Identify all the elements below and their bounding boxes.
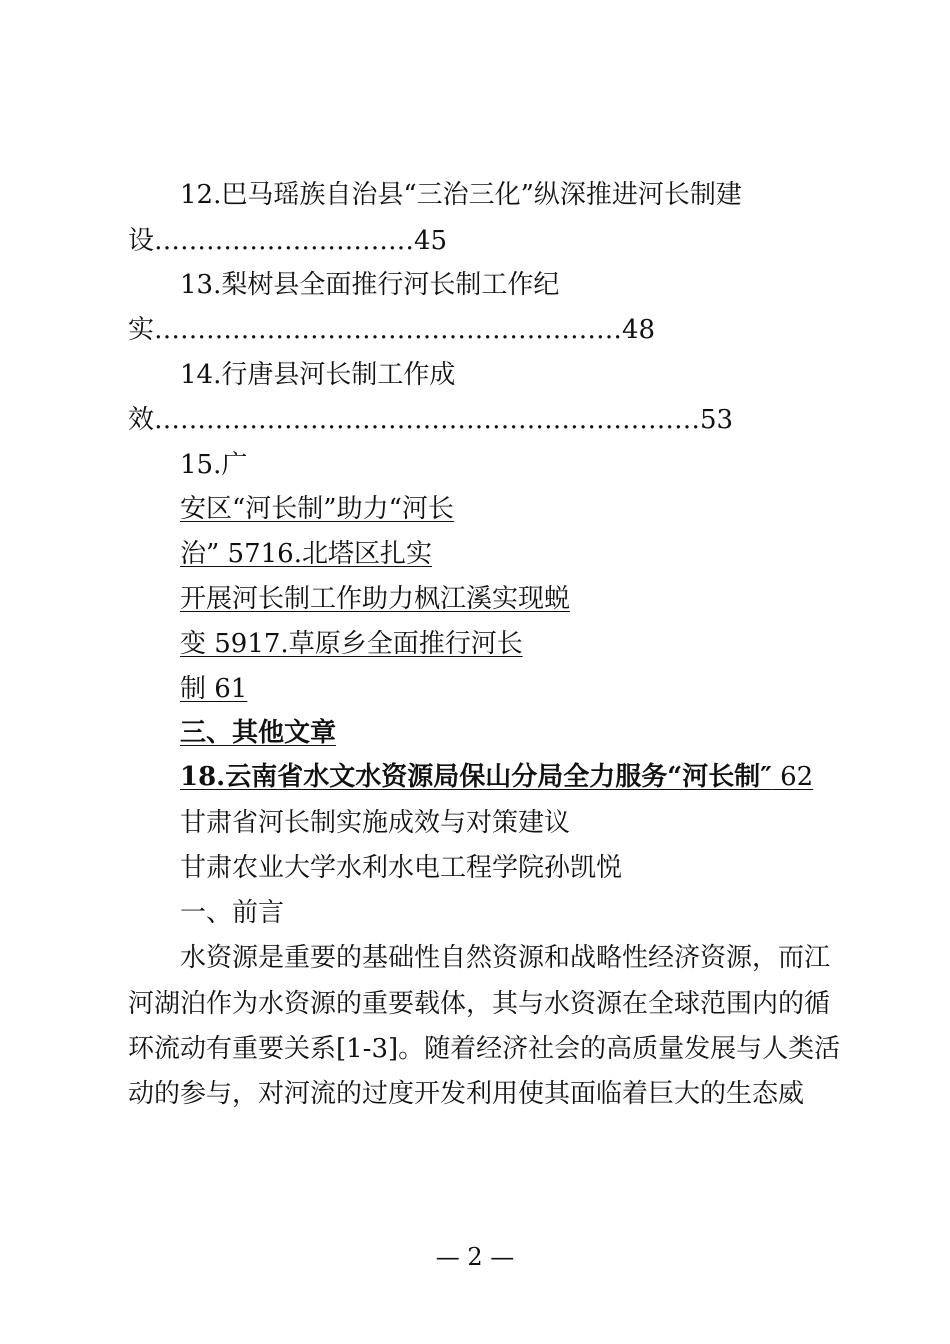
toc-entry-18[interactable] xyxy=(180,760,813,794)
paragraph-line: 河湖泊作为水资源的重要载体，其与水资源在全球范围内的循 xyxy=(128,989,831,1019)
article-heading-1: 一、前言 xyxy=(180,898,285,928)
toc-link-line[interactable]: 制 61 xyxy=(180,674,248,704)
toc-entry-12-line2: 设…………………………45 xyxy=(128,226,448,256)
toc-entry-18-title: 18.云南省水文水资源局保山分局全力服务“河长制″ xyxy=(180,762,772,792)
toc-link-line[interactable]: 15.广 xyxy=(180,450,248,480)
toc-entry-14-line2: 效………………………………………………………53 xyxy=(128,405,734,435)
toc-entry-12-line1: 12.巴马瑶族自治县“三治三化”纵深推进河长制建 xyxy=(180,180,742,210)
paragraph-line: 动的参与，对河流的过度开发利用使其面临着巨大的生态威 xyxy=(128,1079,805,1109)
paragraph-line: 水资源是重要的基础性自然资源和战略性经济资源，而江 xyxy=(180,943,831,973)
toc-entry-13-line2: 实………………………………………………48 xyxy=(128,315,656,345)
article-title: 甘肃省河长制实施成效与对策建议 xyxy=(180,808,571,838)
paragraph-line: 环流动有重要关系[1-3]。随着经济社会的高质量发展与人类活 xyxy=(128,1034,841,1064)
article-author: 甘肃农业大学水利水电工程学院孙凯悦 xyxy=(180,853,623,883)
toc-link-line[interactable]: 治” 5716.北塔区扎实 xyxy=(180,539,432,569)
toc-entry-14-line1: 14.行唐县河长制工作成 xyxy=(180,360,456,390)
toc-link-line[interactable]: 变 5917.草原乡全面推行河长 xyxy=(180,629,523,659)
toc-entry-13-line1: 13.梨树县全面推行河长制工作纪 xyxy=(180,270,560,300)
toc-link-line[interactable]: 安区“河长制”助力“河长 xyxy=(180,494,454,524)
toc-entry-18-page: 62 xyxy=(780,762,814,792)
toc-link-line[interactable]: 开展河长制工作助力枫江溪实现蜕 xyxy=(180,584,571,614)
section-heading[interactable]: 三、其他文章 xyxy=(180,718,337,748)
page-number: — 2 — xyxy=(435,1243,515,1271)
